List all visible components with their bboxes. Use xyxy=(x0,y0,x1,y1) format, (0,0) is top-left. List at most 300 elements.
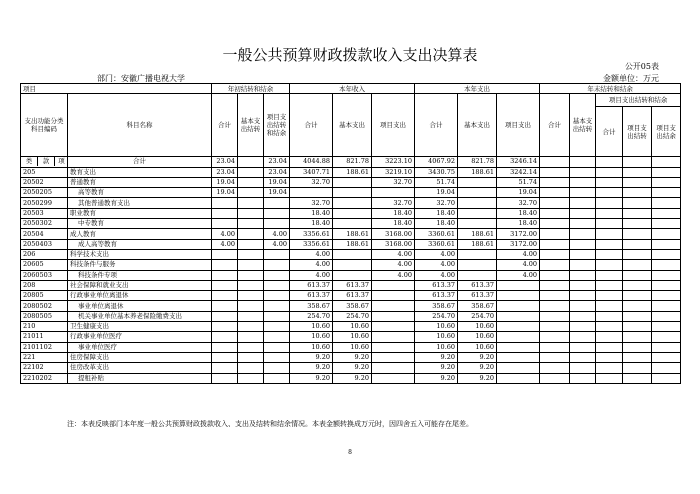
amount-cell: 3223.10 xyxy=(372,157,415,167)
amount-cell: 613.37 xyxy=(333,280,372,290)
amount-cell: 9.20 xyxy=(290,363,333,373)
amount-cell xyxy=(264,270,290,280)
func-code: 2210202 xyxy=(21,373,68,383)
header-income-basic: 基本支出 xyxy=(333,94,372,157)
amount-cell xyxy=(570,260,596,270)
amount-cell xyxy=(540,229,570,239)
amount-cell xyxy=(623,198,652,208)
budget-table xyxy=(20,83,681,384)
label-section: 款 xyxy=(38,157,55,166)
amount-cell: 9.20 xyxy=(415,363,458,373)
amount-cell: 10.60 xyxy=(290,342,333,352)
header-begin-balance: 年初结转和结余 xyxy=(212,84,290,94)
amount-cell xyxy=(264,198,290,208)
table-row xyxy=(21,198,681,208)
amount-cell: 18.40 xyxy=(372,219,415,229)
header-end-basic: 基本支出结转 xyxy=(570,94,596,157)
header-end-project-surplus: 项目支出结余 xyxy=(652,106,681,156)
amount-cell: 254.70 xyxy=(415,311,458,321)
table-row xyxy=(21,332,681,342)
amount-cell xyxy=(596,352,623,362)
amount-cell xyxy=(264,301,290,311)
amount-cell xyxy=(212,208,238,218)
amount-cell xyxy=(623,322,652,332)
amount-cell xyxy=(540,352,570,362)
amount-cell: 188.61 xyxy=(458,167,497,177)
amount-cell xyxy=(596,219,623,229)
amount-cell xyxy=(596,332,623,342)
amount-cell xyxy=(238,167,264,177)
amount-cell xyxy=(264,260,290,270)
amount-cell: 821.78 xyxy=(458,157,497,167)
amount-cell xyxy=(238,188,264,198)
amount-cell xyxy=(652,249,681,259)
amount-cell xyxy=(596,188,623,198)
amount-cell xyxy=(333,219,372,229)
table-row xyxy=(21,229,681,239)
amount-cell xyxy=(212,198,238,208)
table-row xyxy=(21,311,681,321)
amount-cell xyxy=(212,373,238,383)
amount-cell xyxy=(497,342,540,352)
subject-name: 机关事业单位基本养老保险缴费支出 xyxy=(68,311,212,321)
amount-cell: 18.40 xyxy=(415,208,458,218)
amount-cell: 254.70 xyxy=(290,311,333,321)
amount-cell xyxy=(540,219,570,229)
amount-cell xyxy=(212,363,238,373)
subject-name: 科学技术支出 xyxy=(68,249,212,259)
subject-name: 成人高等教育 xyxy=(68,239,212,249)
amount-cell xyxy=(652,363,681,373)
amount-cell xyxy=(238,249,264,259)
amount-cell xyxy=(652,270,681,280)
amount-cell: 10.60 xyxy=(333,342,372,352)
amount-cell xyxy=(623,373,652,383)
header-expense-basic: 基本支出 xyxy=(458,94,497,157)
table-row xyxy=(21,219,681,229)
amount-cell xyxy=(652,198,681,208)
header-subject-name: 科目名称 xyxy=(68,94,212,157)
amount-cell xyxy=(623,352,652,362)
amount-cell: 18.40 xyxy=(290,219,333,229)
header-expense-project: 项目支出 xyxy=(497,94,540,157)
amount-cell: 18.40 xyxy=(372,208,415,218)
amount-cell: 4.00 xyxy=(264,239,290,249)
amount-cell xyxy=(497,332,540,342)
table-row xyxy=(21,167,681,177)
amount-cell xyxy=(458,188,497,198)
amount-cell: 32.70 xyxy=(497,198,540,208)
amount-cell xyxy=(264,249,290,259)
amount-cell: 4.00 xyxy=(415,249,458,259)
amount-cell: 254.70 xyxy=(333,311,372,321)
amount-cell xyxy=(570,301,596,311)
amount-cell xyxy=(458,219,497,229)
amount-cell xyxy=(570,188,596,198)
amount-cell xyxy=(540,322,570,332)
amount-cell xyxy=(652,208,681,218)
amount-cell: 188.61 xyxy=(458,239,497,249)
amount-cell xyxy=(652,332,681,342)
table-row xyxy=(21,352,681,362)
table-row xyxy=(21,373,681,383)
amount-cell: 4.00 xyxy=(497,270,540,280)
amount-cell xyxy=(570,229,596,239)
amount-cell: 4.00 xyxy=(264,229,290,239)
amount-cell xyxy=(264,280,290,290)
footnote: 注：本表反映部门本年度一般公共预算财政拨款收入、支出及结转和结余情况。本表金额转换成万元时，因四舍五入可能存在尾差。 xyxy=(67,420,473,428)
amount-cell xyxy=(570,167,596,177)
amount-cell xyxy=(540,167,570,177)
amount-cell xyxy=(264,311,290,321)
amount-cell: 3168.00 xyxy=(372,239,415,249)
func-code: 208 xyxy=(21,280,68,290)
amount-cell xyxy=(623,301,652,311)
amount-cell xyxy=(333,249,372,259)
amount-cell: 19.04 xyxy=(264,188,290,198)
table-row xyxy=(21,188,681,198)
amount-cell xyxy=(596,208,623,218)
subject-name: 社会保障和就业支出 xyxy=(68,280,212,290)
amount-cell xyxy=(596,270,623,280)
amount-cell: 3242.14 xyxy=(497,167,540,177)
amount-cell xyxy=(238,322,264,332)
amount-cell: 613.37 xyxy=(333,291,372,301)
amount-cell: 18.40 xyxy=(497,219,540,229)
amount-cell: 3407.71 xyxy=(290,167,333,177)
amount-cell: 23.04 xyxy=(264,167,290,177)
label-item: 项 xyxy=(58,157,65,166)
amount-cell xyxy=(596,260,623,270)
table-row xyxy=(21,157,681,167)
amount-cell xyxy=(372,291,415,301)
amount-cell: 23.04 xyxy=(264,157,290,167)
amount-cell: 9.20 xyxy=(458,373,497,383)
subject-name: 普通教育 xyxy=(68,177,212,187)
amount-cell: 3360.61 xyxy=(415,229,458,239)
amount-cell: 3168.00 xyxy=(372,229,415,239)
amount-cell xyxy=(652,239,681,249)
amount-cell xyxy=(372,373,415,383)
amount-cell xyxy=(372,352,415,362)
header-row-2 xyxy=(21,94,681,107)
amount-cell: 613.37 xyxy=(415,291,458,301)
amount-cell xyxy=(596,157,623,167)
func-code: 205 xyxy=(21,167,68,177)
unit-label: 金额单位：万元 xyxy=(603,74,659,83)
subject-name: 中专教育 xyxy=(68,219,212,229)
amount-cell xyxy=(238,229,264,239)
amount-cell xyxy=(264,363,290,373)
amount-cell: 32.70 xyxy=(372,198,415,208)
amount-cell xyxy=(570,322,596,332)
header-end-project: 项目支出结转和结余 xyxy=(596,94,681,107)
amount-cell: 10.60 xyxy=(333,332,372,342)
amount-cell xyxy=(596,363,623,373)
amount-cell: 4.00 xyxy=(212,229,238,239)
amount-cell: 4.00 xyxy=(372,270,415,280)
amount-cell: 9.20 xyxy=(458,352,497,362)
func-code: 2080502 xyxy=(21,301,68,311)
table-row xyxy=(21,322,681,332)
subject-name: 其他普通教育支出 xyxy=(68,198,212,208)
amount-cell xyxy=(372,363,415,373)
amount-cell: 10.60 xyxy=(415,322,458,332)
amount-cell xyxy=(212,270,238,280)
amount-cell: 9.20 xyxy=(458,363,497,373)
amount-cell xyxy=(238,219,264,229)
amount-cell xyxy=(540,188,570,198)
amount-cell xyxy=(497,311,540,321)
amount-cell: 254.70 xyxy=(458,311,497,321)
amount-cell xyxy=(652,177,681,187)
amount-cell xyxy=(570,311,596,321)
subject-name: 住房保障支出 xyxy=(68,352,212,362)
amount-cell xyxy=(333,188,372,198)
amount-cell: 3356.61 xyxy=(290,239,333,249)
header-end-balance: 年末结转和结余 xyxy=(540,84,681,94)
amount-cell xyxy=(212,301,238,311)
amount-cell xyxy=(264,373,290,383)
amount-cell xyxy=(238,352,264,362)
amount-cell xyxy=(540,363,570,373)
amount-cell: 358.67 xyxy=(290,301,333,311)
func-code: 20504 xyxy=(21,229,68,239)
subject-name: 高等教育 xyxy=(68,188,212,198)
amount-cell xyxy=(238,342,264,352)
amount-cell: 10.60 xyxy=(290,332,333,342)
amount-cell: 358.67 xyxy=(333,301,372,311)
amount-cell xyxy=(596,342,623,352)
func-code: 2101102 xyxy=(21,342,68,352)
amount-cell: 18.40 xyxy=(415,219,458,229)
amount-cell xyxy=(540,208,570,218)
amount-cell xyxy=(623,342,652,352)
amount-cell xyxy=(596,301,623,311)
amount-cell xyxy=(596,239,623,249)
amount-cell xyxy=(596,322,623,332)
amount-cell xyxy=(372,342,415,352)
amount-cell xyxy=(540,373,570,383)
amount-cell: 3356.61 xyxy=(290,229,333,239)
subject-name: 住房改革支出 xyxy=(68,363,212,373)
amount-cell: 4.00 xyxy=(290,249,333,259)
amount-cell xyxy=(570,270,596,280)
func-code: 20503 xyxy=(21,208,68,218)
header-income: 本年收入 xyxy=(290,84,415,94)
amount-cell xyxy=(540,301,570,311)
amount-cell xyxy=(540,260,570,270)
amount-cell xyxy=(497,322,540,332)
amount-cell xyxy=(238,301,264,311)
header-end-project-carry: 项目支出结转 xyxy=(623,106,652,156)
amount-cell xyxy=(458,177,497,187)
amount-cell xyxy=(264,352,290,362)
amount-cell xyxy=(570,219,596,229)
page-title: 一般公共预算财政拨款收入支出决算表 xyxy=(222,46,478,64)
amount-cell xyxy=(652,301,681,311)
amount-cell xyxy=(458,198,497,208)
amount-cell xyxy=(212,249,238,259)
amount-cell xyxy=(623,260,652,270)
header-func-code: 支出功能分类科目编码 xyxy=(21,94,68,157)
amount-cell xyxy=(238,208,264,218)
amount-cell xyxy=(372,332,415,342)
func-code: 206 xyxy=(21,249,68,259)
amount-cell: 3172.00 xyxy=(497,239,540,249)
amount-cell: 358.67 xyxy=(458,301,497,311)
amount-cell xyxy=(540,198,570,208)
amount-cell xyxy=(540,270,570,280)
amount-cell: 9.20 xyxy=(333,363,372,373)
amount-cell xyxy=(238,270,264,280)
func-code: 210 xyxy=(21,322,68,332)
func-code: 20605 xyxy=(21,260,68,270)
amount-cell xyxy=(623,249,652,259)
amount-cell: 10.60 xyxy=(458,322,497,332)
amount-cell: 19.04 xyxy=(212,177,238,187)
class-section-item-label xyxy=(21,157,68,167)
amount-cell: 4.00 xyxy=(415,260,458,270)
amount-cell xyxy=(596,167,623,177)
amount-cell xyxy=(333,177,372,187)
amount-cell: 23.04 xyxy=(212,167,238,177)
amount-cell: 188.61 xyxy=(458,229,497,239)
amount-cell xyxy=(212,322,238,332)
subject-name: 科技条件与服务 xyxy=(68,260,212,270)
amount-cell xyxy=(497,280,540,290)
amount-cell xyxy=(652,311,681,321)
amount-cell xyxy=(623,208,652,218)
amount-cell xyxy=(540,332,570,342)
func-code: 2050403 xyxy=(21,239,68,249)
header-item: 项目 xyxy=(21,84,212,94)
amount-cell: 32.70 xyxy=(290,198,333,208)
amount-cell xyxy=(372,322,415,332)
amount-cell xyxy=(238,239,264,249)
amount-cell xyxy=(333,198,372,208)
department-label: 部门：安徽广播电视大学 xyxy=(97,74,185,83)
amount-cell: 32.70 xyxy=(290,177,333,187)
amount-cell xyxy=(652,219,681,229)
amount-cell: 9.20 xyxy=(415,352,458,362)
header-begin-project: 项目支出结转和结余 xyxy=(264,94,290,157)
amount-cell xyxy=(570,239,596,249)
amount-cell xyxy=(540,249,570,259)
amount-cell xyxy=(238,291,264,301)
amount-cell xyxy=(570,198,596,208)
table-row xyxy=(21,342,681,352)
amount-cell xyxy=(497,352,540,362)
header-begin-basic: 基本支出结转 xyxy=(238,94,264,157)
amount-cell xyxy=(540,291,570,301)
amount-cell: 613.37 xyxy=(415,280,458,290)
amount-cell xyxy=(652,352,681,362)
amount-cell xyxy=(238,373,264,383)
amount-cell: 10.60 xyxy=(333,322,372,332)
table-row xyxy=(21,249,681,259)
amount-cell xyxy=(623,239,652,249)
amount-cell xyxy=(212,280,238,290)
header-income-total: 合计 xyxy=(290,94,333,157)
amount-cell xyxy=(372,311,415,321)
amount-cell xyxy=(596,249,623,259)
amount-cell xyxy=(540,157,570,167)
amount-cell xyxy=(238,260,264,270)
subject-name: 行政事业单位医疗 xyxy=(68,332,212,342)
amount-cell: 23.04 xyxy=(212,157,238,167)
table-row xyxy=(21,208,681,218)
amount-cell: 19.04 xyxy=(212,188,238,198)
amount-cell xyxy=(570,342,596,352)
amount-cell xyxy=(212,352,238,362)
table-row xyxy=(21,270,681,280)
amount-cell xyxy=(238,332,264,342)
form-number: 公开05表 xyxy=(624,62,659,71)
amount-cell xyxy=(372,280,415,290)
amount-cell xyxy=(623,311,652,321)
table-row xyxy=(21,239,681,249)
amount-cell xyxy=(596,311,623,321)
amount-cell xyxy=(540,177,570,187)
amount-cell xyxy=(570,352,596,362)
amount-cell xyxy=(652,157,681,167)
amount-cell xyxy=(623,177,652,187)
amount-cell xyxy=(623,363,652,373)
table-row xyxy=(21,363,681,373)
func-code: 21011 xyxy=(21,332,68,342)
amount-cell xyxy=(333,208,372,218)
amount-cell: 10.60 xyxy=(458,342,497,352)
subject-name: 行政事业单位离退休 xyxy=(68,291,212,301)
subject-name: 教育支出 xyxy=(68,167,212,177)
amount-cell xyxy=(290,188,333,198)
header-row-1 xyxy=(21,84,681,94)
amount-cell xyxy=(458,270,497,280)
amount-cell xyxy=(570,363,596,373)
amount-cell xyxy=(497,373,540,383)
amount-cell xyxy=(596,291,623,301)
amount-cell xyxy=(596,280,623,290)
amount-cell xyxy=(458,260,497,270)
amount-cell xyxy=(238,363,264,373)
header-end-project-sub-total: 合计 xyxy=(596,106,623,156)
amount-cell xyxy=(238,311,264,321)
amount-cell: 9.20 xyxy=(333,373,372,383)
header-begin-total: 合计 xyxy=(212,94,238,157)
amount-cell xyxy=(570,373,596,383)
amount-cell xyxy=(652,167,681,177)
subject-name: 卫生健康支出 xyxy=(68,322,212,332)
amount-cell: 9.20 xyxy=(290,352,333,362)
amount-cell: 9.20 xyxy=(290,373,333,383)
amount-cell: 51.74 xyxy=(415,177,458,187)
amount-cell: 10.60 xyxy=(290,322,333,332)
amount-cell: 3246.14 xyxy=(497,157,540,167)
subject-name: 事业单位离退休 xyxy=(68,301,212,311)
subject-name: 提租补贴 xyxy=(68,373,212,383)
amount-cell: 10.60 xyxy=(415,332,458,342)
amount-cell: 3219.10 xyxy=(372,167,415,177)
func-code: 2060503 xyxy=(21,270,68,280)
amount-cell xyxy=(570,249,596,259)
amount-cell xyxy=(458,249,497,259)
amount-cell xyxy=(652,229,681,239)
amount-cell xyxy=(212,311,238,321)
amount-cell: 9.20 xyxy=(415,373,458,383)
amount-cell: 51.74 xyxy=(497,177,540,187)
amount-cell xyxy=(238,157,264,167)
